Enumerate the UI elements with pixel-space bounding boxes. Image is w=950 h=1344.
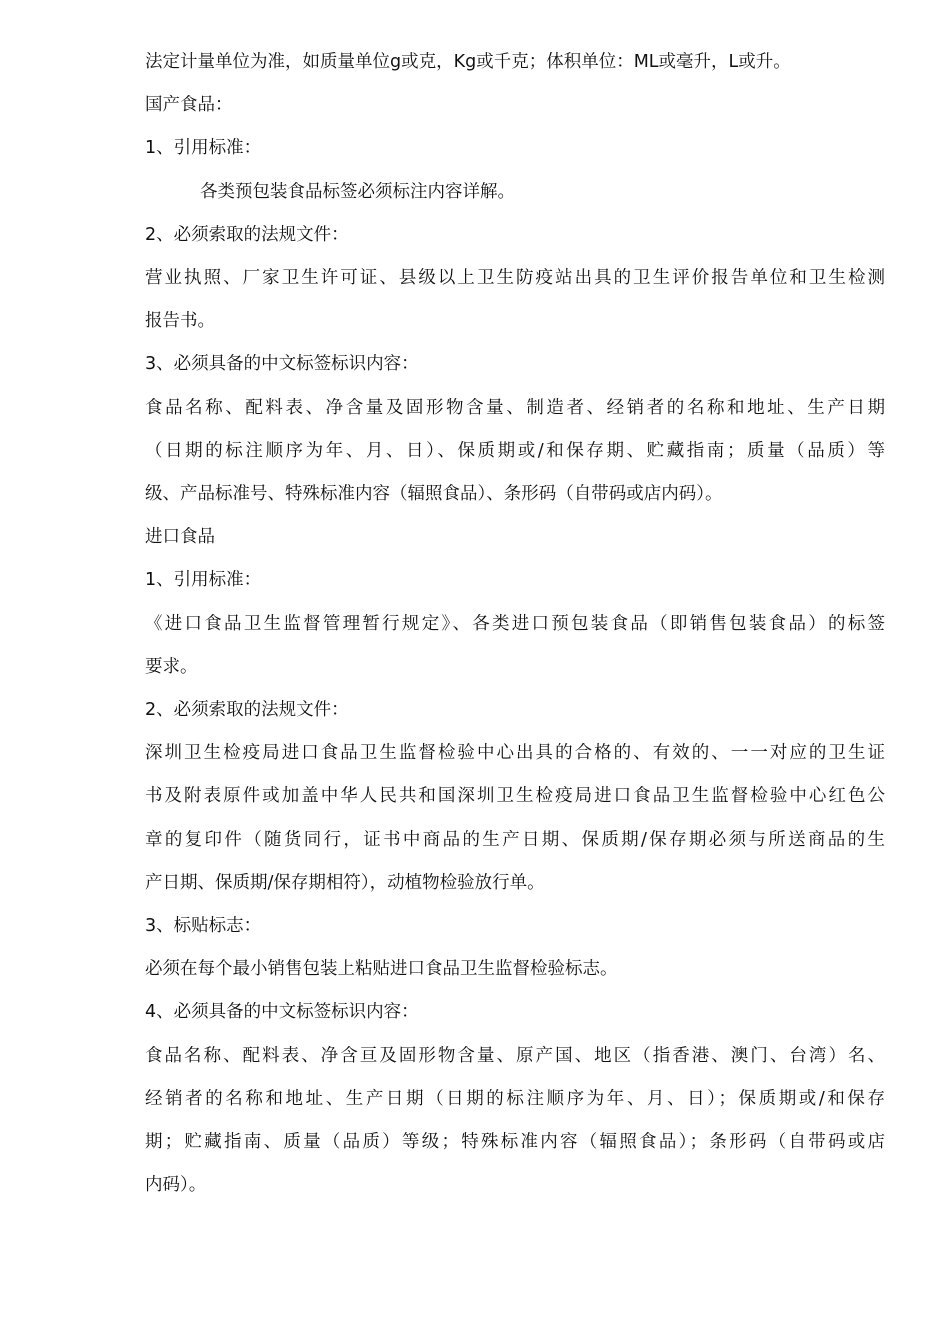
imported-item-4-heading: 4、必须具备的中文标签标识内容： — [145, 1002, 419, 1022]
imported-item-3-text: 必须在每个最小销售包装上粘贴进口食品卫生监督检验标志。 — [145, 959, 618, 979]
imported-item-3-heading: 3、标贴标志： — [145, 916, 262, 936]
domestic-item-2-heading: 2、必须索取的法规文件： — [145, 225, 349, 245]
domestic-item-3-text-line-1: 食品名称、配料表、净含量及固形物含量、制造者、经销者的名称和地址、生产日期 — [145, 398, 885, 418]
paragraph-units: 法定计量单位为准，如质量单位g或克，Kg或千克；体积单位：ML或毫升，L或升。 — [145, 52, 791, 72]
domestic-item-2-text-line-1: 营业执照、厂家卫生许可证、县级以上卫生防疫站出具的卫生评价报告单位和卫生检测 — [145, 268, 885, 288]
imported-item-2-text-line-1: 深圳卫生检疫局进口食品卫生监督检验中心出具的合格的、有效的、一一对应的卫生证 — [145, 743, 885, 763]
section-heading-domestic: 国产食品： — [145, 95, 233, 115]
section-heading-imported: 进口食品 — [145, 527, 215, 547]
imported-item-2-text-line-2: 书及附表原件或加盖中华人民共和国深圳卫生检疫局进口食品卫生监督检验中心红色公 — [145, 786, 885, 806]
domestic-item-3-text-line-3: 级、产品标准号、特殊标准内容（辐照食品）、条形码（自带码或店内码）。 — [145, 484, 723, 504]
imported-item-4-text-line-2: 经销者的名称和地址、生产日期（日期的标注顺序为年、月、日）；保质期或/和保存 — [145, 1089, 885, 1109]
imported-item-4-text-line-3: 期；贮藏指南、质量（品质）等级；特殊标准内容（辐照食品）；条形码（自带码或店 — [145, 1132, 885, 1152]
domestic-item-1-text: 各类预包装食品标签必须标注内容详解。 — [200, 182, 515, 202]
domestic-item-1-heading: 1、引用标准： — [145, 138, 262, 158]
domestic-item-3-text-line-2: （日期的标注顺序为年、月、日）、保质期或/和保存期、贮藏指南；质量（品质）等 — [145, 441, 885, 461]
imported-item-4-text-line-4: 内码）。 — [145, 1175, 207, 1195]
imported-item-2-text-line-4: 产日期、保质期/保存期相符），动植物检验放行单。 — [145, 873, 545, 893]
imported-item-4-text-line-1: 食品名称、配料表、净含亘及固形物含量、原产国、地区（指香港、澳门、台湾）名、 — [145, 1046, 885, 1066]
imported-item-1-text-line-2: 要求。 — [145, 657, 198, 677]
imported-item-1-heading: 1、引用标准： — [145, 570, 262, 590]
imported-item-2-heading: 2、必须索取的法规文件： — [145, 700, 349, 720]
imported-item-1-text-line-1: 《进口食品卫生监督管理暂行规定》、各类进口预包装食品（即销售包装食品）的标签 — [145, 614, 885, 634]
imported-item-2-text-line-3: 章的复印件（随货同行，证书中商品的生产日期、保质期/保存期必须与所送商品的生 — [145, 830, 885, 850]
domestic-item-3-heading: 3、必须具备的中文标签标识内容： — [145, 354, 419, 374]
domestic-item-2-text-line-2: 报告书。 — [145, 311, 215, 331]
